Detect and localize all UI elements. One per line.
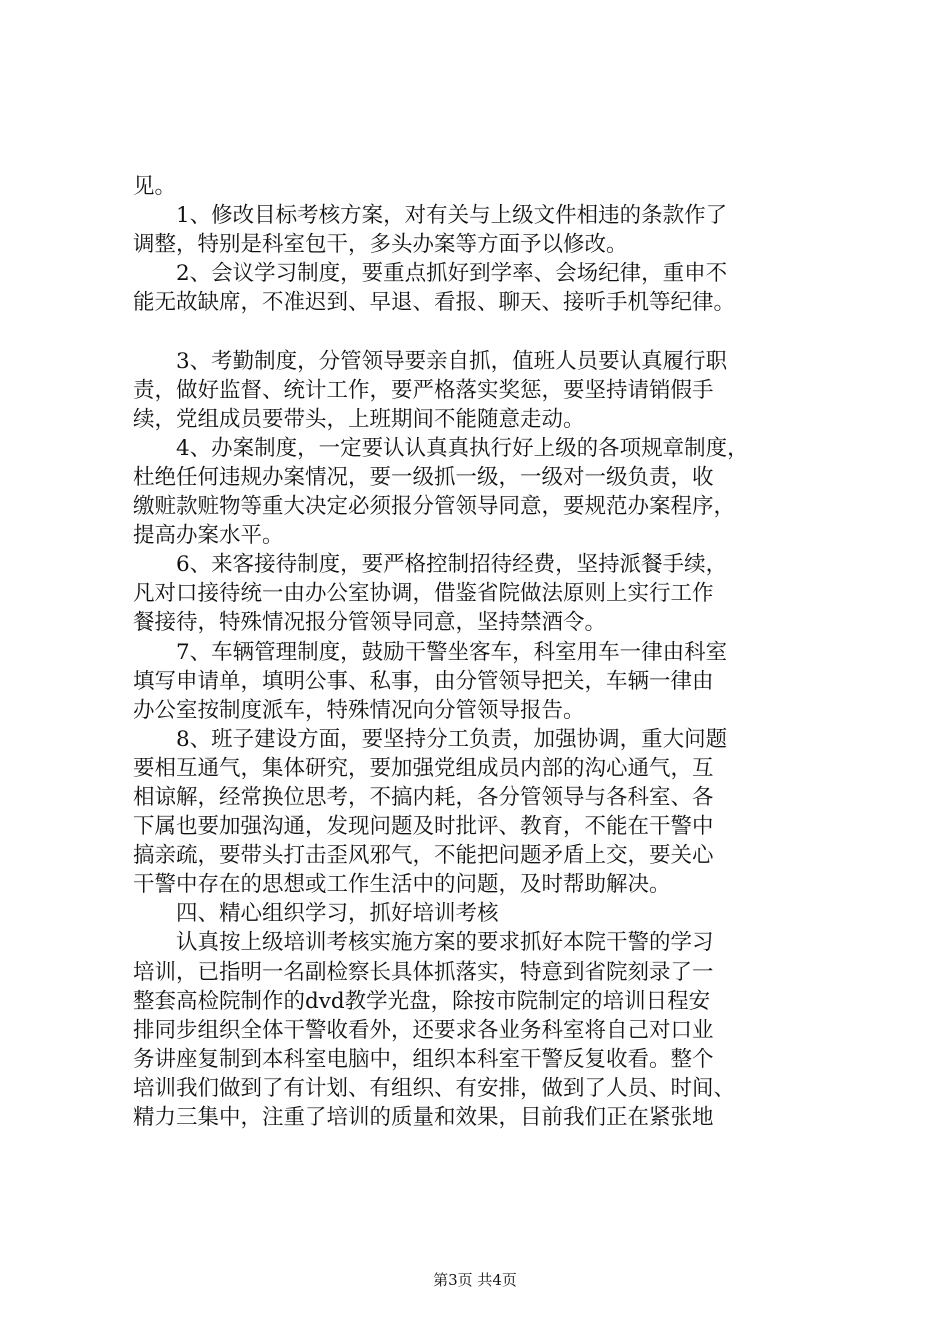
text-line: 1、修改目标考核方案，对有关与上级文件相违的条款作了 <box>133 203 728 229</box>
text-line: 8、班子建设方面，要坚持分工负责，加强协调，重大问题 <box>133 726 728 752</box>
text-line: 整套高检院制作的dvd教学光盘，除按市院制定的培训日程安 <box>133 988 711 1014</box>
text-line: 排同步组织全体干警收看外，还要求各业务科室将自己对口业 <box>133 1017 714 1043</box>
text-line: 认真按上级培训考核实施方案的要求抓好本院干警的学习 <box>133 930 714 956</box>
text-line: 2、会议学习制度，要重点抓好到学率、会场纪律，重申不 <box>133 261 728 287</box>
text-line: 提高办案水平。 <box>133 523 284 549</box>
text-line: 办公室按制度派车，特殊情况向分管领导报告。 <box>133 697 585 723</box>
text-line: 责，做好监督、统计工作，要严格落实奖惩，要坚持请销假手 <box>133 377 714 403</box>
text-line: 凡对口接待统一由办公室协调，借鉴省院做法原则上实行工作 <box>133 581 714 607</box>
text-line: 相谅解，经常换位思考，不搞内耗，各分管领导与各科室、各 <box>133 784 714 810</box>
text-line: 杜绝任何违规办案情况，要一级抓一级，一级对一级负责，收 <box>133 464 714 490</box>
text-line: 培训，已指明一名副检察长具体抓落实，特意到省院刻录了一 <box>133 959 714 985</box>
page-footer: 第3页 共4页 <box>433 1271 517 1289</box>
text-line: 见。 <box>133 174 177 199</box>
text-line: 务讲座复制到本科室电脑中，组织本科室干警反复收看。整个 <box>133 1046 714 1072</box>
text-line: 要相互通气，集体研究，要加强党组成员内部的沟心通气，互 <box>133 755 714 781</box>
text-line: 四、精心组织学习，抓好培训考核 <box>133 901 499 927</box>
text-line: 下属也要加强沟通，发现问题及时批评、教育，不能在干警中 <box>133 814 714 840</box>
text-line: 3、考勤制度，分管领导要亲自抓，值班人员要认真履行职 <box>133 348 728 374</box>
text-line: 4、办案制度，一定要认认真真执行好上级的各项规章制度， <box>133 435 749 461</box>
text-line: 干警中存在的思想或工作生活中的问题，及时帮助解决。 <box>133 872 671 898</box>
text-line: 7、车辆管理制度，鼓励干警坐客车，科室用车一律由科室 <box>133 639 728 665</box>
text-line: 培训我们做到了有计划、有组织、有安排，做到了人员、时间、 <box>133 1075 736 1101</box>
document-body <box>133 172 841 1132</box>
text-line: 精力三集中，注重了培训的质量和效果，目前我们正在紧张地 <box>133 1105 714 1130</box>
text-line: 餐接待，特殊情况报分管领导同意，坚持禁酒令。 <box>133 610 607 636</box>
text-line: 搞亲疏，要带头打击歪风邪气，不能把问题矛盾上交，要关心 <box>133 843 714 869</box>
text-line: 调整，特别是科室包干，多头办案等方面予以修改。 <box>133 232 628 258</box>
text-line: 能无故缺席，不准迟到、早退、看报、聊天、接听手机等纪律。 <box>133 290 736 316</box>
text-line: 填写申请单，填明公事、私事，由分管领导把关，车辆一律由 <box>133 668 714 694</box>
text-line: 6、来客接待制度，要严格控制招待经费，坚持派餐手续， <box>133 552 728 578</box>
text-line: 续，党组成员要带头，上班期间不能随意走动。 <box>133 406 585 432</box>
blank-line <box>133 317 841 346</box>
text-line: 缴赃款赃物等重大决定必须报分管领导同意，要规范办案程序， <box>133 494 736 520</box>
